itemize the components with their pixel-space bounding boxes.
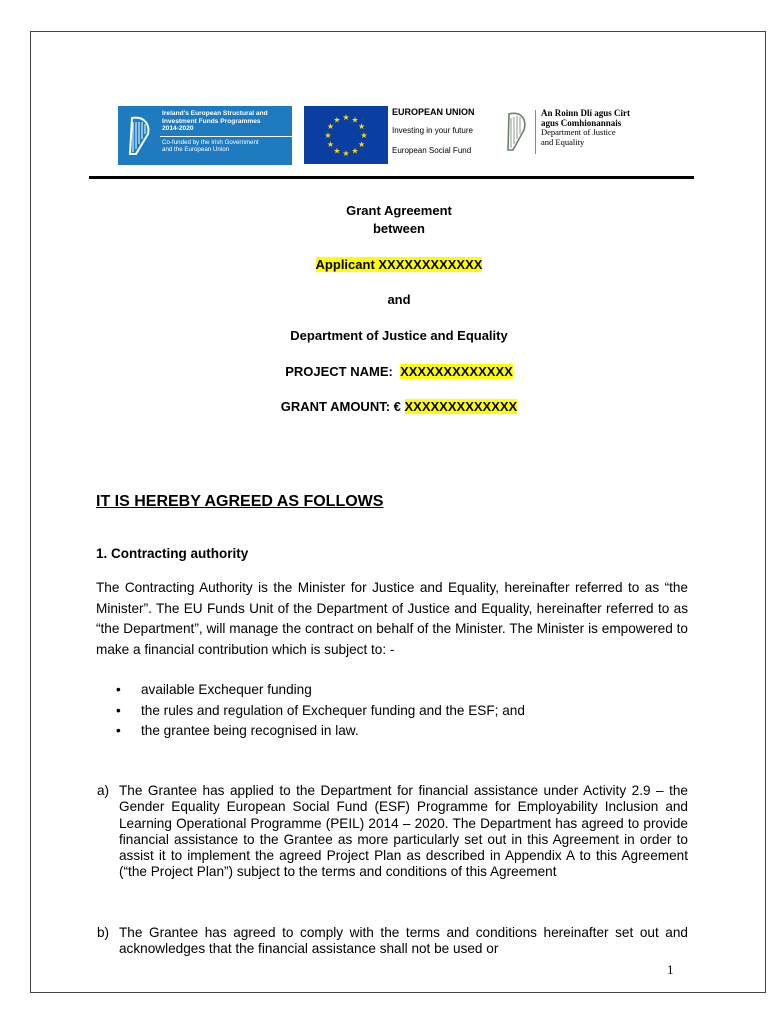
title-line-2: between bbox=[372, 221, 425, 236]
eu-star-icon: ★ bbox=[342, 113, 350, 122]
grant-amount-line bbox=[31, 399, 767, 414]
page-number: 1 bbox=[667, 962, 674, 977]
eu-star-icon: ★ bbox=[351, 115, 359, 125]
eu-tagline: Investing in your future bbox=[392, 126, 473, 135]
grant-amount-label: GRANT AMOUNT: € bbox=[280, 399, 401, 414]
structural-line-1: Ireland's European Structural and bbox=[162, 110, 268, 117]
eu-star-icon: ★ bbox=[351, 146, 359, 156]
structural-sub-line-2: and the European Union bbox=[162, 145, 230, 153]
clause-label: b) bbox=[97, 925, 110, 940]
conditions-list bbox=[116, 680, 525, 742]
applicant-line bbox=[31, 257, 767, 272]
applicant-placeholder: Applicant XXXXXXXXXXXX bbox=[315, 257, 483, 272]
title-line-1: Grant Agreement bbox=[346, 203, 452, 218]
project-name-label: PROJECT NAME: bbox=[285, 364, 393, 379]
eu-star-icon: ★ bbox=[324, 131, 332, 140]
eu-star-icon: ★ bbox=[342, 149, 350, 158]
harp-icon bbox=[501, 108, 535, 156]
eu-logo-text bbox=[392, 106, 502, 166]
project-name-value: XXXXXXXXXXXXX bbox=[400, 364, 513, 379]
list-item: • the rules and regulation of Exchequer funding and the ESF; and bbox=[116, 702, 525, 718]
project-name-line bbox=[31, 364, 767, 379]
eu-star-icon: ★ bbox=[333, 115, 341, 125]
and-line: and bbox=[387, 292, 411, 307]
clause-text: The Grantee has applied to the Department for financial assistance under Activity 2.9 – the Gender Equality European Social Fund (ESF) Programme for Employability Inclusion and Learning Operational Programme (PEIL) 2014 – 2020. The Department has agreed to provide financial assistance to the Grantee as more particularly set out in this Agreement in order to assist it to implement the agreed Project Plan as described in Appendix A to this Agreement (“the Project Plan”) subject to the terms and conditions of this Agreement bbox=[119, 783, 688, 880]
department-line: Department of Justice and Equality bbox=[290, 328, 508, 343]
eu-fund-name: European Social Fund bbox=[392, 146, 472, 155]
logo-divider bbox=[535, 110, 536, 154]
structural-line-2: Investment Funds Programmes bbox=[162, 117, 261, 125]
eu-star-icon: ★ bbox=[326, 122, 334, 131]
list-item-text: the grantee being recognised in law. bbox=[141, 723, 359, 738]
structural-sub-line-1: Co-funded by the Irish Government bbox=[162, 138, 259, 146]
eu-star-icon: ★ bbox=[333, 146, 341, 156]
clause-text: The Grantee has agreed to comply with the terms and conditions hereinafter set out and acknowledges that the financial assistance shall not be used or bbox=[119, 925, 688, 957]
section-heading: IT IS HEREBY AGREED AS FOLLOWS bbox=[96, 493, 384, 510]
doj-english-line-1: Department of Justice bbox=[541, 127, 616, 137]
structural-line-3: 2014-2020 bbox=[162, 125, 194, 133]
doj-irish-line-2: agus Comhionannais bbox=[541, 118, 622, 128]
list-item: • available Exchequer funding bbox=[116, 682, 312, 697]
contracting-authority-heading: 1. Contracting authority bbox=[96, 546, 249, 561]
doj-irish-line-1: An Roinn Dlí agus Cirt bbox=[541, 108, 631, 118]
eu-title: EUROPEAN UNION bbox=[392, 107, 475, 117]
eu-star-icon: ★ bbox=[326, 140, 334, 149]
list-item-text: available Exchequer funding bbox=[141, 682, 312, 697]
doj-english-line-2: and Equality bbox=[541, 136, 585, 147]
intro-paragraph: The Contracting Authority is the Minister for Justice and Equality, hereinafter referred to as “the Minister”. The EU Funds Unit of the Department of Justice and Equality, hereinafter referred to as “the Department”, will manage the contract on behalf of the Minister. The Minister is empowered to make a financial contribution which is subject to: - bbox=[96, 580, 688, 657]
clause-label: a) bbox=[97, 783, 110, 798]
list-item-text: the rules and regulation of Exchequer funding and the ESF; and bbox=[141, 702, 525, 718]
structural-funds-logo bbox=[118, 106, 292, 165]
harp-icon bbox=[118, 106, 160, 165]
grant-amount-value: XXXXXXXXXXXXX bbox=[404, 399, 518, 414]
department-logo bbox=[501, 108, 651, 156]
clause-b bbox=[97, 925, 688, 958]
eu-star-icon: ★ bbox=[358, 122, 366, 131]
eu-flag-icon bbox=[304, 106, 388, 164]
document-page bbox=[30, 31, 766, 993]
header-rule bbox=[89, 176, 694, 179]
clause-a bbox=[97, 783, 688, 881]
list-item: • the grantee being recognised in law. bbox=[116, 723, 359, 738]
eu-star-icon: ★ bbox=[358, 140, 366, 149]
eu-star-icon: ★ bbox=[360, 131, 368, 140]
